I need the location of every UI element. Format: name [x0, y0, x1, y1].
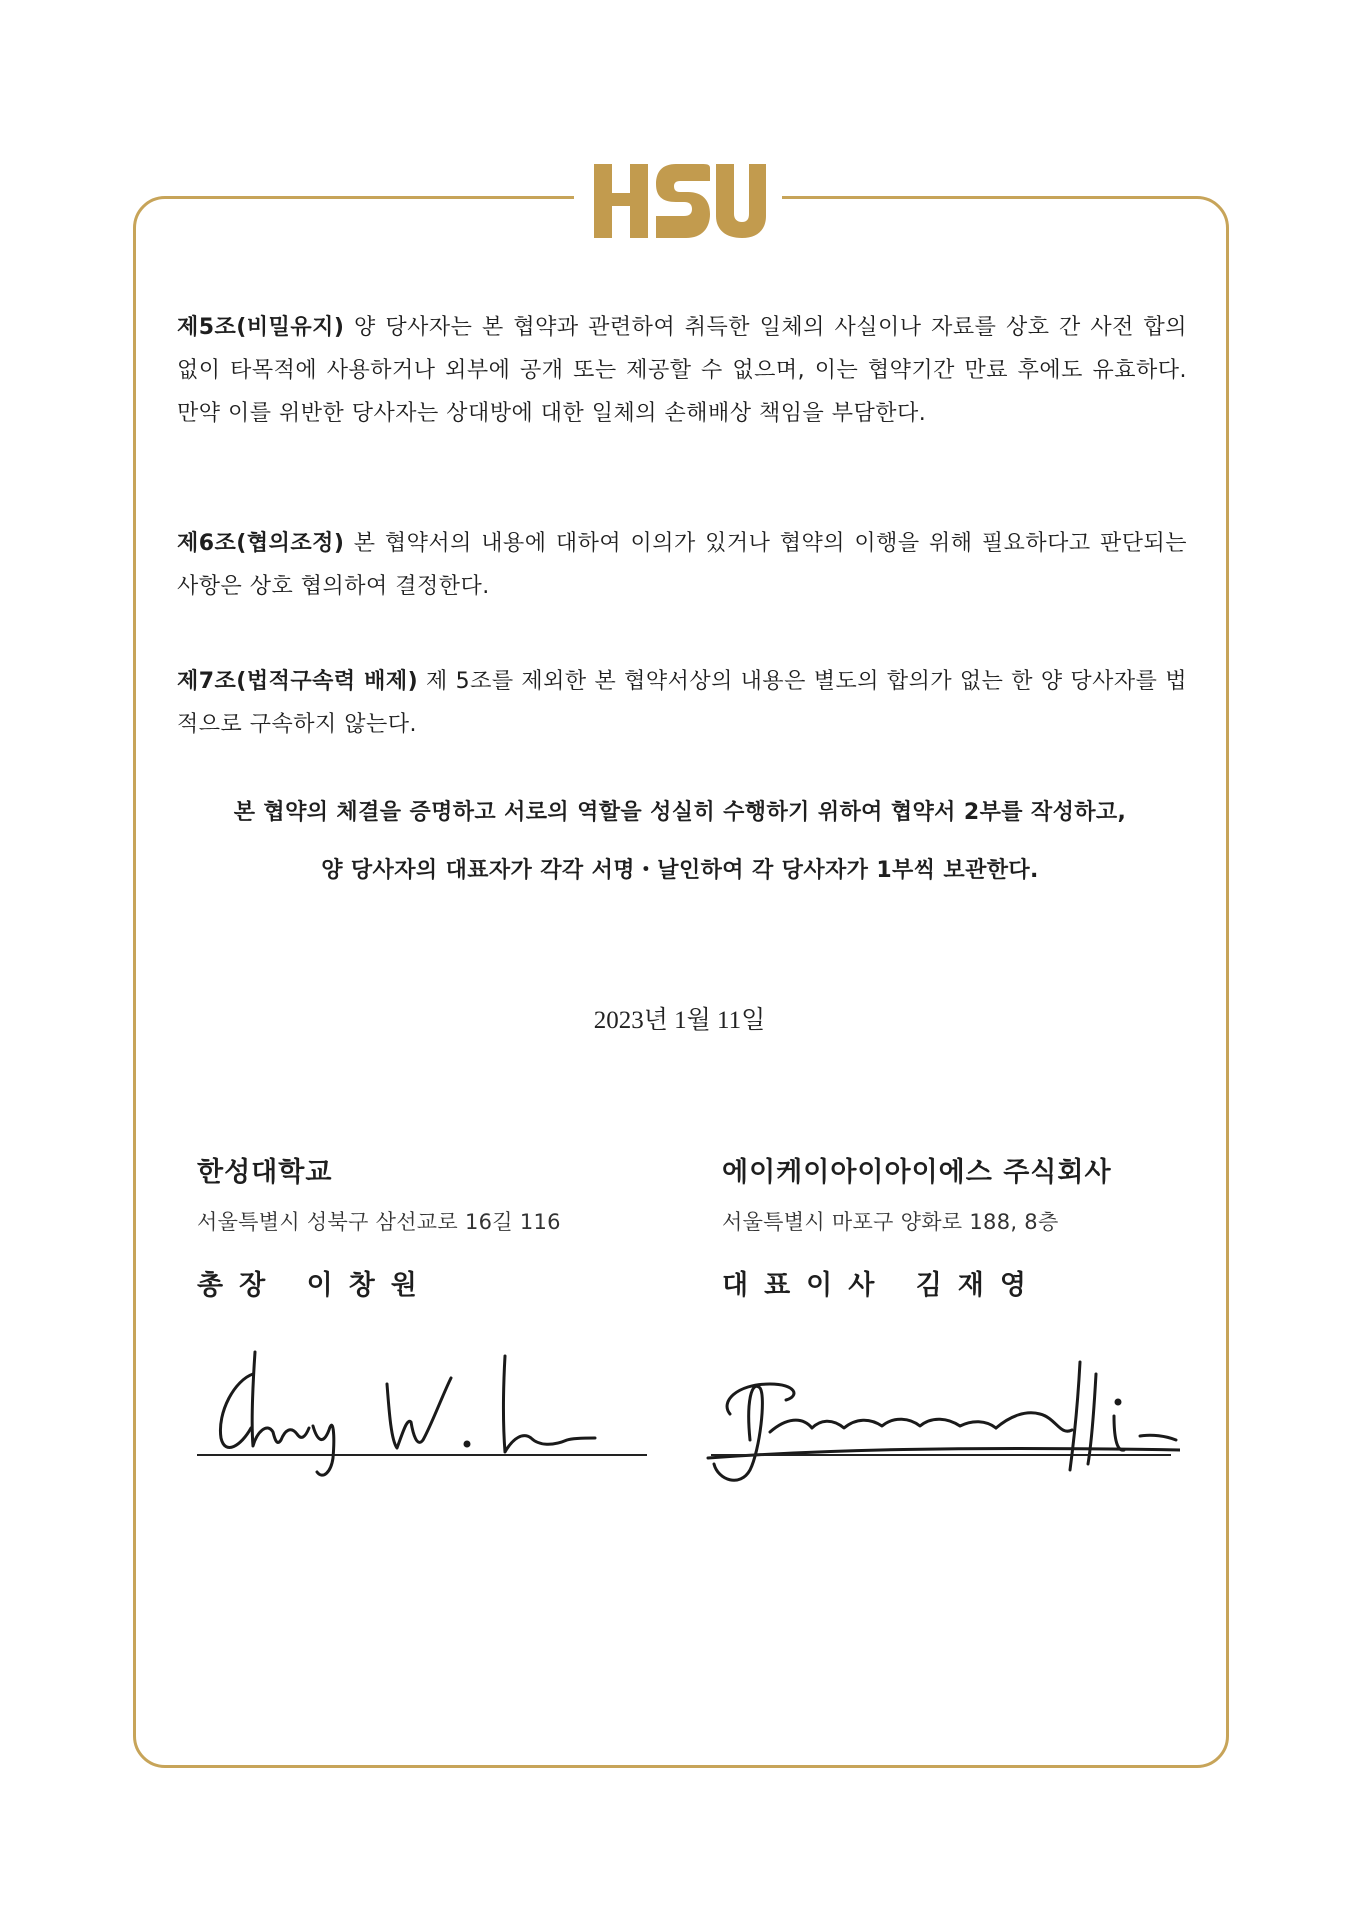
article-6-body: 본 협약서의 내용에 대하여 이의가 있거나 협약의 이행을 위해 필요하다고 판단되는 사항은 상호 협의하여 결정한다.	[177, 531, 1187, 599]
closing-line-1: 본 협약의 체결을 증명하고 서로의 역할을 성실히 수행하기 위하여 협약서 2부를 작성하고,	[233, 800, 1127, 825]
article-6-heading: 제6조(협의조정)	[177, 531, 345, 556]
article-5	[177, 306, 1187, 435]
article-6	[177, 522, 1187, 608]
article-7	[177, 660, 1187, 746]
party-1-address: 서울특별시 성북구 삼선교로 16길 116	[197, 1210, 561, 1234]
hsu-logo	[592, 162, 768, 240]
party-2-signature	[700, 1340, 1180, 1490]
article-5-body: 양 당사자는 본 협약과 관련하여 취득한 일체의 사실이나 자료를 상호 간 사전 합의 없이 타목적에 사용하거나 외부에 공개 또는 제공할 수 없으며, 이는 협약기간 만료 후에도 유효하다. 만약 이를 위반한 당사자는 상대방에 대한 일체의 손해배상 책임을 부담한다.	[177, 315, 1187, 426]
party-2-name: 에이케이아이아이에스 주식회사	[722, 1157, 1112, 1188]
signing-date: 2023년 1월 11일	[593, 1007, 766, 1034]
article-7-body: 제 5조를 제외한 본 협약서상의 내용은 별도의 합의가 없는 한 양 당사자를 법적으로 구속하지 않는다.	[177, 669, 1187, 737]
party-1-signature-line	[197, 1454, 647, 1456]
party-1-name: 한성대학교	[197, 1157, 333, 1188]
party-2-address: 서울특별시 마포구 양화로 188, 8층	[722, 1210, 1059, 1234]
party-1-representative: 총장 이창원	[197, 1270, 433, 1301]
party-1-signature	[205, 1322, 615, 1482]
party-2-representative: 대표이사 김재영	[722, 1270, 1042, 1301]
closing-line-2: 양 당사자의 대표자가 각각 서명・날인하여 각 당사자가 1부씩 보관한다.	[321, 858, 1039, 883]
article-7-heading: 제7조(법적구속력 배제)	[177, 669, 419, 694]
party-2-signature-line	[711, 1454, 1171, 1456]
article-5-heading: 제5조(비밀유지)	[177, 315, 345, 340]
